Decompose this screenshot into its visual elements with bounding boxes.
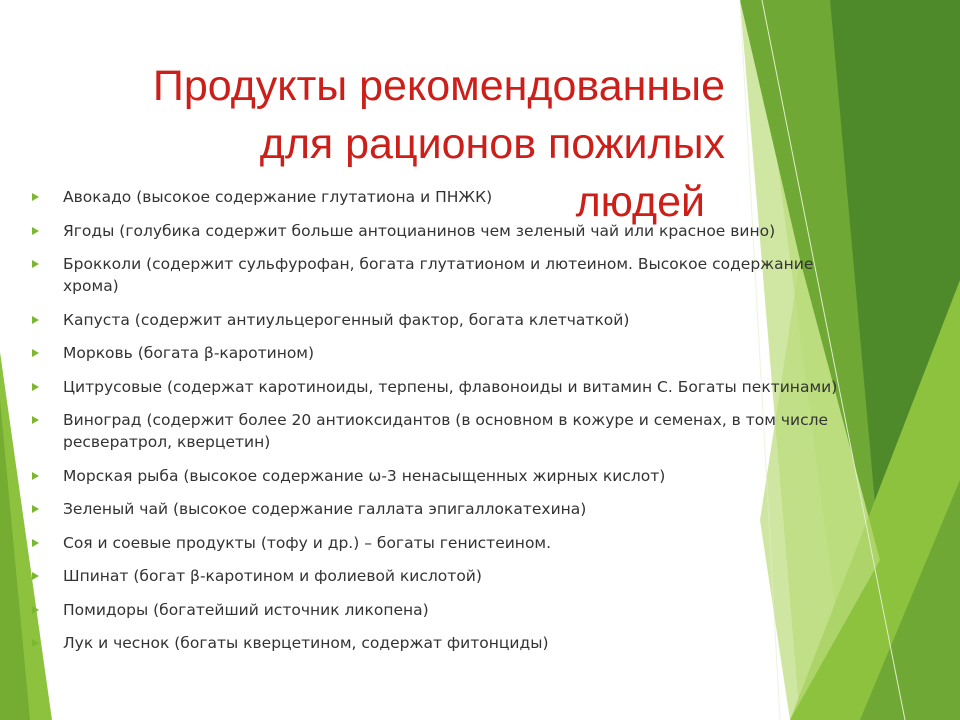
list-item-text: Виноград (содержит более 20 антиоксидантов (в основном в кожуре и семенах, в том числе ресвератрол, кверцетин) bbox=[63, 411, 829, 451]
bullet-icon bbox=[32, 606, 39, 614]
list-item-text: Морковь (богата β-каротином) bbox=[63, 344, 315, 362]
list-item bbox=[30, 309, 890, 331]
bullet-icon bbox=[32, 227, 39, 235]
list-item bbox=[30, 253, 890, 297]
list-item-text: Соя и соевые продукты (тофу и др.) – богаты генистеином. bbox=[63, 533, 552, 552]
bullet-icon bbox=[32, 572, 39, 580]
list-item-text: Брокколи (содержит сульфурофан, богата глутатионом и лютеином. Высокое содержание хрома) bbox=[63, 255, 814, 295]
list-item-text: Авокадо (высокое содержание глутатиона и ПНЖК) bbox=[63, 188, 493, 206]
products-list bbox=[30, 186, 890, 666]
list-item bbox=[30, 565, 890, 587]
title-line-3: людей bbox=[575, 177, 705, 226]
list-item bbox=[30, 376, 890, 398]
title-line-1: Продукты рекомендованные bbox=[152, 61, 725, 110]
list-item bbox=[30, 599, 890, 621]
bullet-icon bbox=[32, 472, 39, 480]
list-item-text: Шпинат (богат β-каротином и фолиевой кислотой) bbox=[63, 567, 482, 585]
list-item bbox=[30, 186, 890, 208]
bullet-icon bbox=[32, 505, 39, 513]
list-item bbox=[30, 632, 890, 654]
bullet-icon bbox=[32, 383, 39, 391]
list-item bbox=[30, 465, 890, 487]
bullet-icon bbox=[32, 416, 39, 424]
list-item bbox=[30, 409, 890, 453]
list-item-text: Цитрусовые (содержат каротиноиды, терпены, флавоноиды и витамин С. Богаты пектинами) bbox=[63, 377, 838, 396]
bullet-icon bbox=[32, 349, 39, 357]
list-item bbox=[30, 220, 890, 242]
list-item-text: Морская рыба (высокое содержание ω-3 ненасыщенных жирных кислот) bbox=[63, 466, 666, 485]
bullet-icon bbox=[32, 639, 39, 647]
bullet-icon bbox=[32, 539, 39, 547]
list-item-text: Зеленый чай (высокое содержание галлата эпигаллокатехина) bbox=[63, 500, 587, 518]
title-line-2: для рационов пожилых bbox=[259, 119, 725, 168]
list-item-text: Помидоры (богатейший источник ликопена) bbox=[63, 600, 429, 619]
bullet-icon bbox=[32, 260, 39, 268]
list-item-text: Лук и чеснок (богаты кверцетином, содержат фитонциды) bbox=[63, 634, 549, 652]
list-item bbox=[30, 342, 890, 364]
bullet-icon bbox=[32, 316, 39, 324]
list-item-text: Капуста (содержит антиульцерогенный фактор, богата клетчаткой) bbox=[63, 310, 630, 329]
bullet-icon bbox=[32, 193, 39, 201]
list-item bbox=[30, 498, 890, 520]
list-item bbox=[30, 532, 890, 554]
list-item-text: Ягоды (голубика содержит больше антоцианинов чем зеленый чай или красное вино) bbox=[63, 221, 776, 240]
